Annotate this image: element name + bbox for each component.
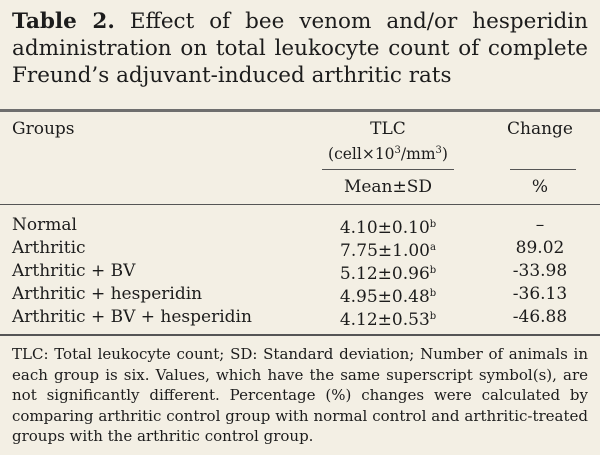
top-rule: [0, 109, 600, 112]
header-tlc-unit: $(cell\times 10^3/mm^3)$: [328, 145, 448, 163]
row-value: 5.12±0.96$^b$: [339, 264, 437, 284]
row-group: Arthritic: [12, 238, 86, 258]
row-change: 89.02: [515, 238, 565, 258]
row-value: 7.75±1.00$^a$: [340, 241, 436, 261]
row-value: 4.12±0.53$^b$: [339, 310, 437, 330]
table-bottom-rule: [0, 334, 600, 336]
tlc-header-rule: [322, 169, 454, 170]
table-caption: [12, 8, 588, 89]
header-change: Change: [507, 119, 573, 139]
row-group: Arthritic + BV: [12, 261, 136, 281]
table-label: Table 2.: [12, 9, 115, 34]
row-group: Arthritic + BV + hesperidin: [12, 307, 252, 327]
row-group: Arthritic + hesperidin: [12, 284, 203, 304]
header-bottom-rule: [0, 204, 600, 205]
row-value: 4.95±0.48$^b$: [339, 287, 437, 307]
change-header-rule: [510, 169, 576, 170]
row-change: –: [535, 215, 545, 235]
header-mean-sd: Mean±SD: [343, 177, 433, 197]
row-value: 4.10±0.10$^b$: [339, 218, 437, 238]
header-groups: Groups: [12, 119, 75, 139]
row-change: -36.13: [512, 284, 568, 304]
caption-text: Effect of bee venom and/or hesperidin administration on total leukocyte count of complete Freund’s adjuvant-induced arthritic rats: [12, 9, 588, 88]
header-tlc: TLC: [370, 119, 406, 139]
header-percent: %: [531, 177, 549, 197]
row-change: -46.88: [512, 307, 568, 327]
row-change: -33.98: [512, 261, 568, 281]
row-group: Normal: [12, 215, 77, 235]
table-footnote: TLC: Total leukocyte count; SD: Standard deviation; Number of animals in each group is six. Values, which have the same superscript symbol(s), are not significantly different. Percentage (%) changes were calculated by comparing arthritic control group with normal control and arthritic-treated groups with the arthritic control group.: [12, 345, 588, 445]
